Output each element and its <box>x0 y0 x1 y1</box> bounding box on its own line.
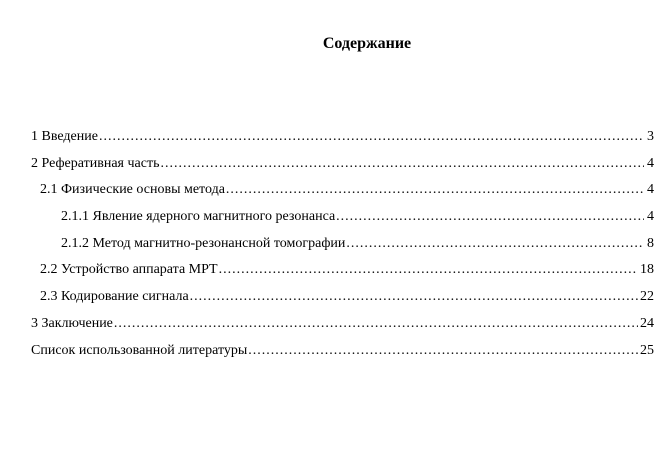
toc-entry-label: 2.1 Физические основы метода <box>40 182 225 198</box>
toc-entry-page: 4 <box>647 155 654 171</box>
table-of-contents <box>31 127 654 367</box>
toc-entry-label: 2 Реферативная часть <box>31 155 160 171</box>
toc-entry <box>31 180 654 207</box>
toc-entry-label: 2.1.2 Метод магнитно-резонансной томографии <box>61 235 346 251</box>
toc-entry-page: 25 <box>640 342 654 358</box>
toc-entry-label: 2.3 Кодирование сигнала <box>40 289 189 305</box>
toc-entry-page: 22 <box>640 289 654 305</box>
toc-dot-leader <box>160 154 644 174</box>
toc-entry-label: 1 Введение <box>31 129 98 144</box>
toc-entry-page: 24 <box>640 315 654 331</box>
toc-entry-page: 3 <box>647 129 654 144</box>
toc-dot-leader <box>248 341 638 361</box>
toc-entry-page: 18 <box>640 262 654 278</box>
toc-dot-leader <box>219 260 638 280</box>
toc-entry <box>31 207 654 234</box>
toc-entry-label: 2.2 Устройство аппарата МРТ <box>40 262 218 278</box>
toc-entry-label: 2.1.1 Явление ядерного магнитного резонанса <box>61 209 336 225</box>
toc-dot-leader <box>114 314 638 334</box>
toc-entry <box>31 314 654 341</box>
toc-entry-label: Список использованной литературы <box>31 342 248 358</box>
toc-dot-leader <box>99 127 644 147</box>
toc-entry-page: 4 <box>647 182 654 198</box>
toc-entry <box>31 260 654 287</box>
toc-dot-leader <box>336 207 644 227</box>
toc-entry <box>31 154 654 181</box>
toc-dot-leader <box>346 234 644 254</box>
toc-entry <box>31 287 654 314</box>
toc-dot-leader <box>226 180 644 200</box>
toc-entry <box>31 127 654 154</box>
toc-entry-page: 4 <box>647 209 654 225</box>
toc-dot-leader <box>190 287 638 307</box>
toc-title: Содержание <box>322 35 412 52</box>
toc-entry-label: 3 Заключение <box>31 315 113 331</box>
toc-entry <box>31 341 654 368</box>
toc-entry-page: 8 <box>647 235 654 251</box>
toc-entry <box>31 234 654 261</box>
